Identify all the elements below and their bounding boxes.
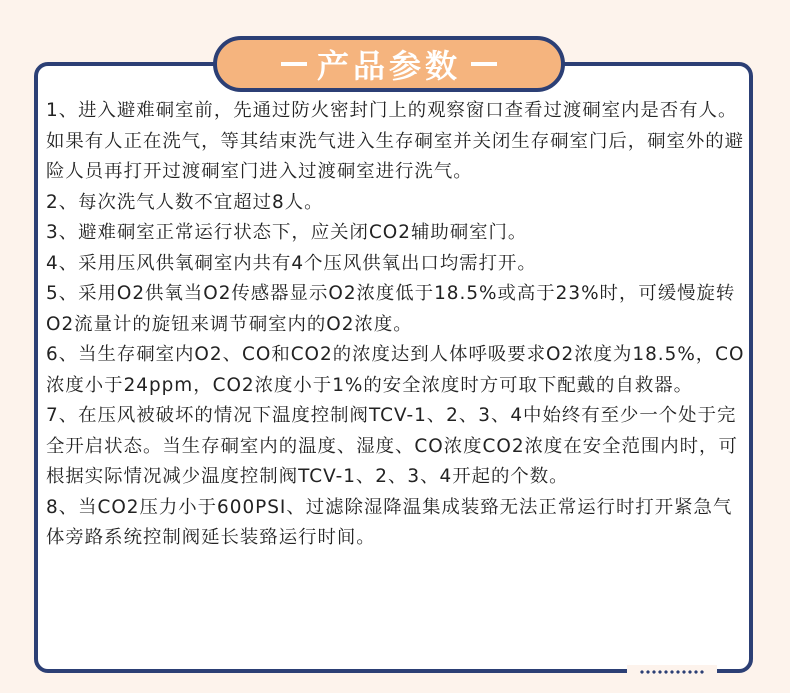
parameter-item-5: 5、采用O2供氧当O2传感器显示O2浓度低于18.5%或高于23%时，可缓慢旋转O2流量计的旋钮来调节硐室内的O2浓度。 [46,283,736,335]
parameter-item-1: 1、进入避难硐室前，先通过防火密封门上的观察窗口查看过渡硐室内是否有人。如果有人正在洗气，等其结束洗气进入生存硐室并关闭生存硐室门后，硐室外的避险人员再打开过渡硐室门进入过渡硐室进行洗气。 [46,100,745,182]
parameter-list [46,96,746,554]
parameter-item-8: 8、当CO2压力小于600PSI、过滤除湿降温集成装臵无法正常运行时打开紧急气体旁路系统控制阀延长装臵运行时间。 [46,496,733,548]
section-title: 产品参数 [316,47,461,85]
title-left-dash [281,62,307,66]
parameter-item-6: 6、当生存硐室内O2、CO和CO2的浓度达到人体呼吸要求O2浓度为18.5%，CO浓度小于24ppm，CO2浓度小于1%的安全浓度时方可取下配戴的自救器。 [46,344,745,396]
parameter-item-4: 4、采用压风供氧硐室内共有4个压风供氧出口均需打开。 [46,252,537,274]
parameter-item-3: 3、避难硐室正常运行状态下，应关闭CO2辅助硐室门。 [46,222,528,243]
title-right-dash [471,62,497,66]
parameter-item-2: 2、每次洗气人数不宜超过8人。 [46,191,324,213]
section-title-banner [213,36,565,92]
parameter-item-7: 7、在压风被破坏的情况下温度控制阀TCV-1、2、3、4中始终有至少一个处于完全开启状态。当生存硐室内的温度、湿度、CO浓度CO2浓度在安全范围内时，可根据实际情况减少温度控制阀TCV-1、2、3、4开起的个数。 [46,405,738,487]
decorative-dots [627,665,717,679]
